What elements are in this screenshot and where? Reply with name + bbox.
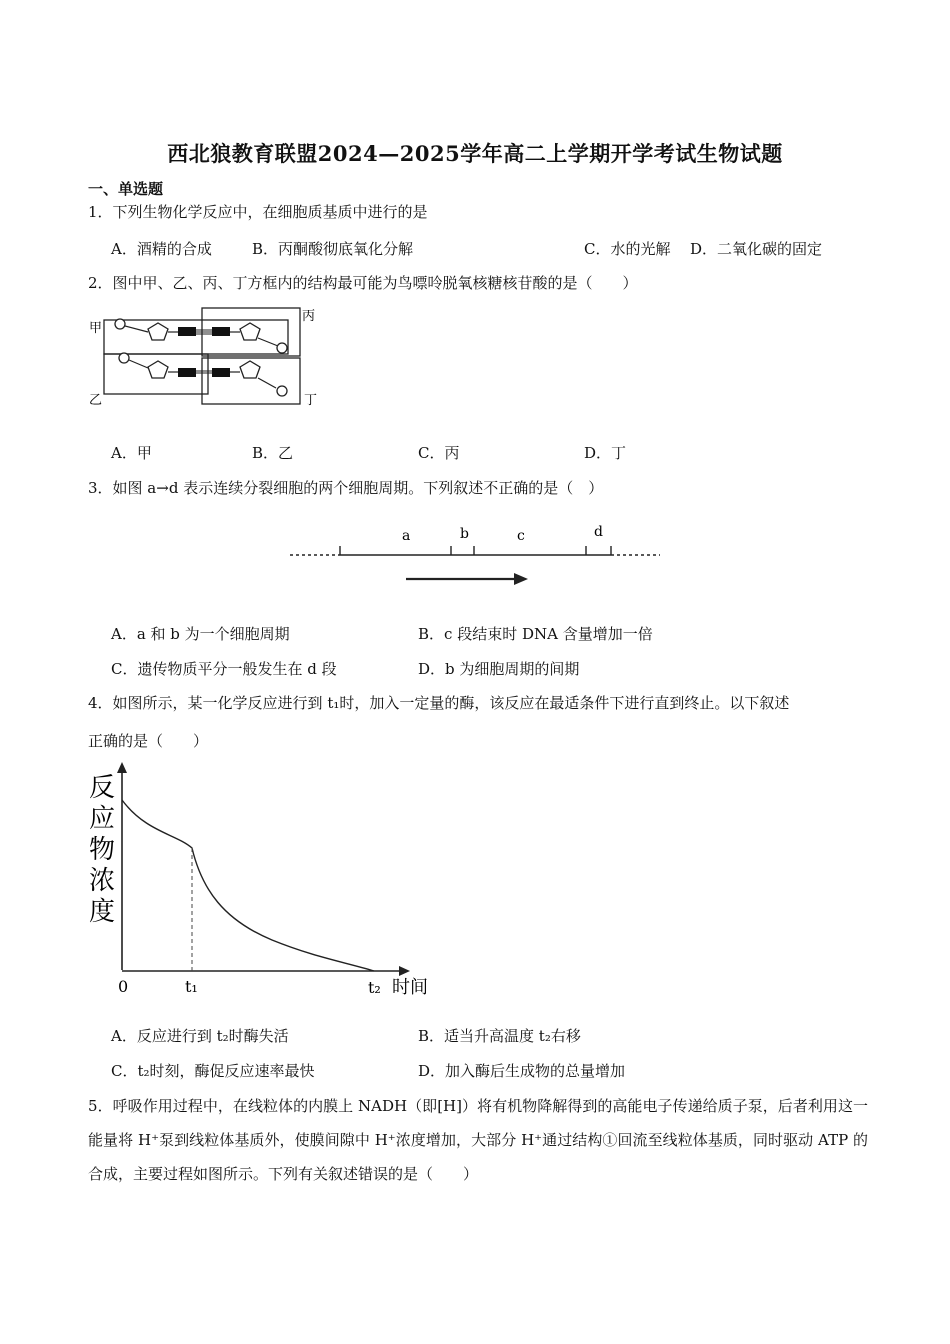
question-1-option-d: D．二氧化碳的固定 — [690, 240, 823, 258]
label-jia: 甲 — [89, 321, 103, 336]
question-5-stem: 5．呼吸作用过程中，在线粒体的内膜上 NADH（即[H]）将有机物降解得到的高能电子传递给质子泵，后者利用这一能量将 H⁺泵到线粒体基质外，使膜间隙中 H⁺浓度增加，大部分 H⁺通过结构①回流至线粒体基质，同时驱动 ATP 的合成，主要过程如图所示。下列有关叙述错误的是（ ） — [88, 1097, 868, 1183]
t1-label: t₁ — [185, 977, 198, 996]
question-2-option-c: C．丙 — [418, 444, 460, 462]
enzyme-reaction-graph — [84, 760, 440, 1000]
y-axis-arrowhead — [117, 762, 127, 773]
y-axis-label-char: 应 — [88, 804, 116, 834]
phosphate-circle — [115, 319, 125, 329]
label-ding: 丁 — [304, 393, 318, 408]
question-1-option-c: C．水的光解 — [584, 240, 671, 258]
question-4-option-c: C．t₂时刻，酶促反应速率最快 — [111, 1062, 315, 1080]
section-heading: 一、单选题 — [88, 180, 164, 198]
phosphate-circle — [119, 353, 129, 363]
phosphate-circle — [277, 343, 287, 353]
x-axis-label: 时间 — [392, 977, 428, 998]
phosphate-circle — [277, 386, 287, 396]
y-axis-label-char: 浓 — [88, 866, 116, 896]
question-1-stem: 1．下列生物化学反应中，在细胞质基质中进行的是 — [88, 203, 428, 221]
question-1-option-b: B．丙酮酸彻底氧化分解 — [252, 240, 414, 258]
question-4-stem-line2: 正确的是（ ） — [88, 732, 209, 750]
question-4-option-d: D．加入酶后生成物的总量增加 — [418, 1062, 626, 1080]
question-2-option-d: D．丁 — [584, 444, 627, 462]
box-jia — [104, 320, 288, 354]
segment-label-d: d — [594, 524, 603, 540]
question-2-option-b: B．乙 — [252, 444, 294, 462]
segment-label-b: b — [460, 526, 469, 542]
segment-label-c: c — [517, 528, 525, 544]
base-block — [212, 368, 230, 377]
arrowhead — [514, 573, 528, 585]
question-4-option-a: A．反应进行到 t₂时酶失活 — [111, 1027, 289, 1045]
question-3-option-d: D．b 为细胞周期的间期 — [418, 660, 580, 678]
t2-label: t₂ — [368, 978, 381, 997]
question-3-option-a: A．a 和 b 为一个细胞周期 — [111, 625, 290, 643]
question-3-option-c: C．遗传物质平分一般发生在 d 段 — [111, 660, 337, 678]
nucleotide-diagram — [88, 302, 328, 410]
base-block — [178, 327, 196, 336]
label-bing: 丙 — [302, 309, 316, 324]
x-axis-arrowhead — [399, 966, 410, 976]
segment-label-a: a — [402, 528, 411, 544]
base-block — [212, 327, 230, 336]
label-yi: 乙 — [89, 393, 103, 408]
y-axis-label-char: 度 — [88, 897, 116, 927]
question-2-stem: 2．图中甲、乙、丙、丁方框内的结构最可能为鸟嘌呤脱氧核糖核苷酸的是（ ） — [88, 274, 638, 292]
question-4-option-b: B．适当升高温度 t₂右移 — [418, 1027, 581, 1045]
sugar-pentagon — [148, 323, 168, 340]
question-2-option-a: A．甲 — [111, 444, 152, 462]
y-axis-label-char: 物 — [88, 835, 116, 865]
cell-cycle-line-diagram — [288, 512, 664, 596]
y-axis-label-char: 反 — [88, 773, 116, 803]
question-3-option-b: B．c 段结束时 DNA 含量增加一倍 — [418, 625, 653, 643]
origin-label: 0 — [118, 977, 129, 996]
question-4-stem-line1: 4．如图所示，某一化学反应进行到 t₁时，加入一定量的酶，该反应在最适条件下进行直到终止。以下叙述 — [88, 694, 790, 712]
sugar-pentagon — [240, 323, 260, 340]
question-1-option-a: A．酒精的合成 — [111, 240, 212, 258]
sugar-pentagon — [148, 361, 168, 378]
base-block — [178, 368, 196, 377]
sugar-pentagon — [240, 361, 260, 378]
page-title: 西北狼教育联盟2024—2025学年高二上学期开学考试生物试题 — [167, 141, 783, 166]
question-3-stem: 3．如图 a→d 表示连续分裂细胞的两个细胞周期。下列叙述不正确的是（ ） — [88, 479, 604, 497]
concentration-curve — [122, 800, 374, 971]
